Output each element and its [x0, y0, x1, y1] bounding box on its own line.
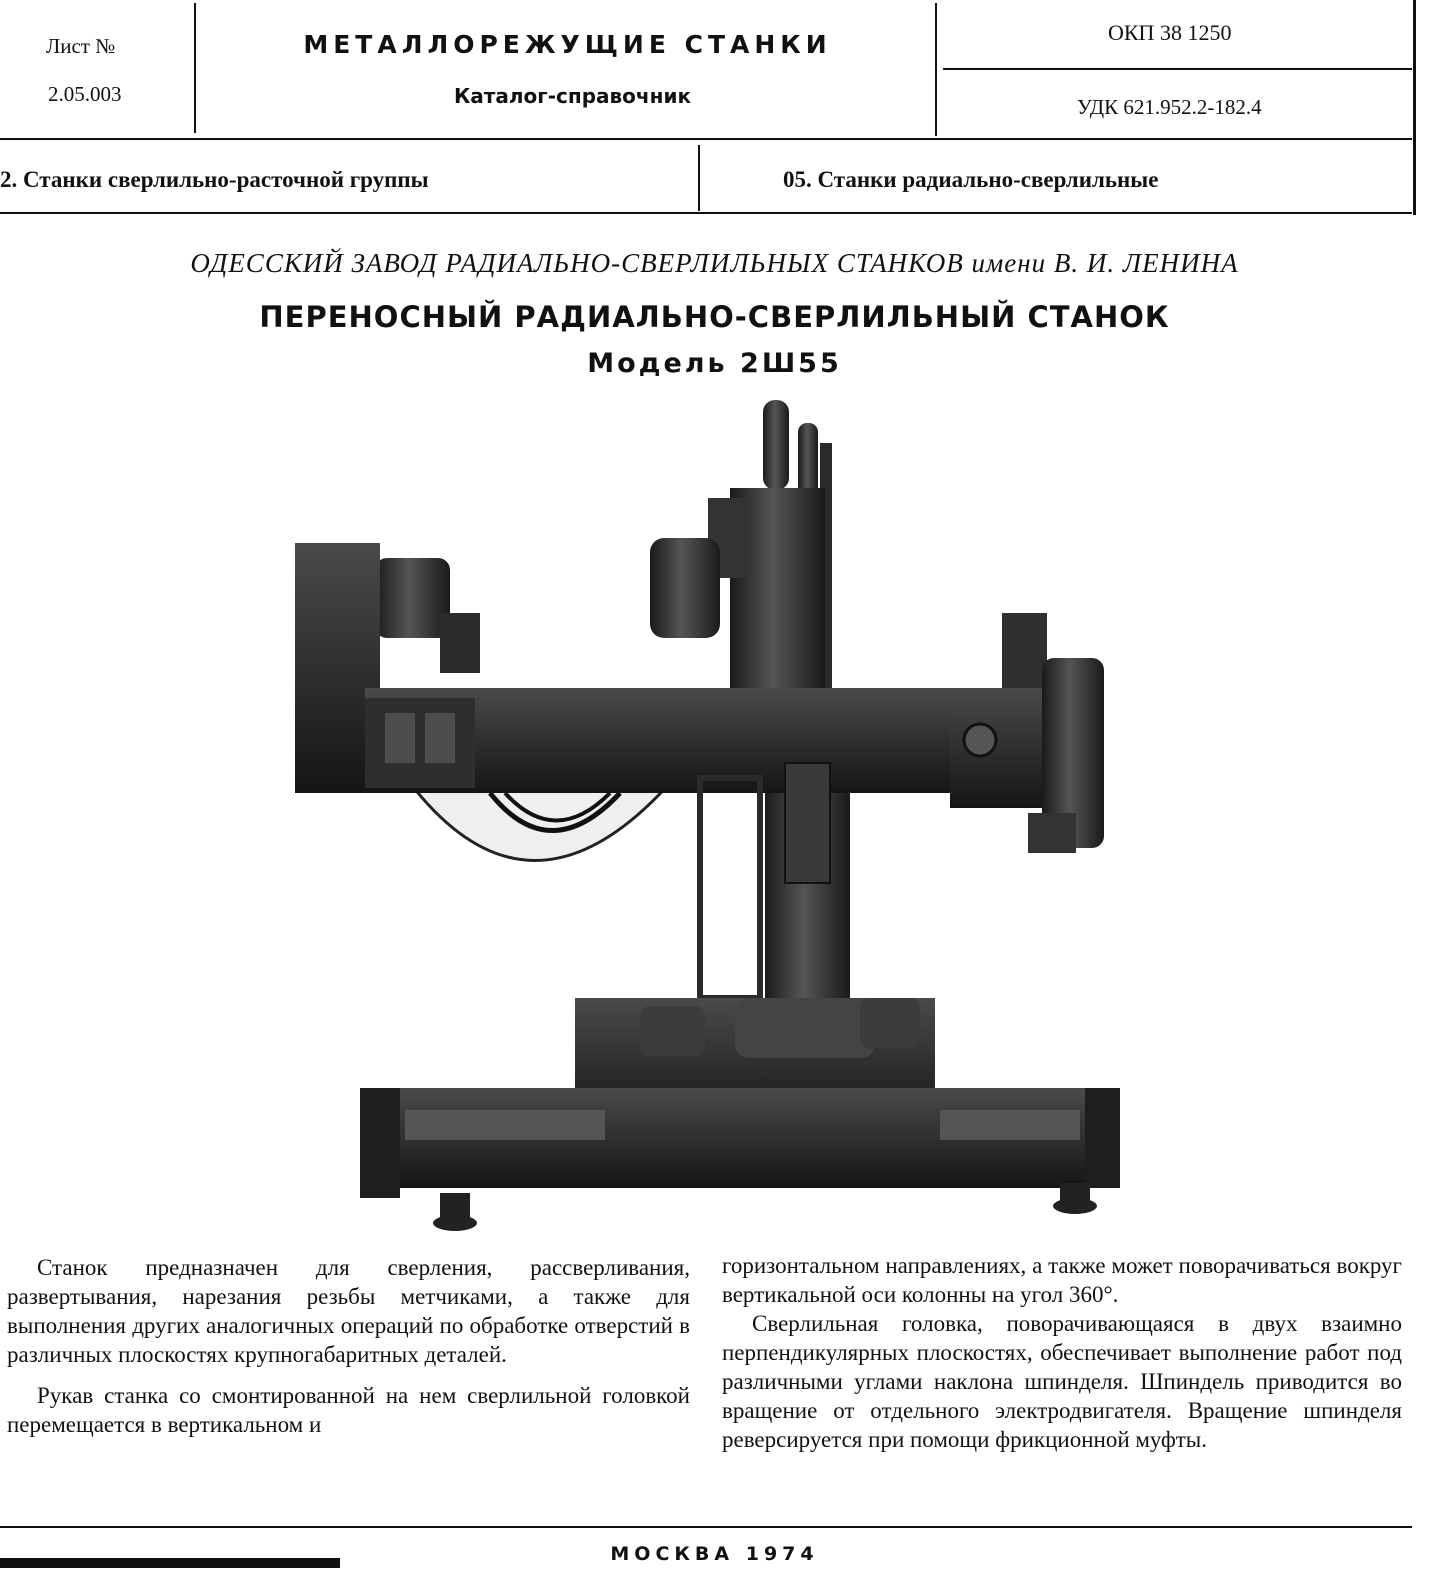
sheet-label: Лист № [46, 34, 116, 58]
footer-rule [0, 1526, 1412, 1528]
paragraph-arm-continued: горизонтальном направлениях, а также может поворачиваться вокруг вертикальной оси колонны на угол 360°. [722, 1253, 1402, 1307]
publication-subtitle: Каталог-справочник [453, 84, 692, 108]
paragraph-arm-start: Рукав станка со смонтированной на нем сверлильной головкой перемещается в вертикальном и [7, 1383, 690, 1437]
model-label: Модель 2Ш55 [587, 348, 842, 379]
udk-code: УДК 621.952.2-182.4 [1077, 95, 1262, 119]
publication-title: МЕТАЛЛОРЕЖУЩИЕ СТАНКИ [303, 30, 832, 59]
paragraph-drill-head: Сверлильная головка, поворачивающаяся в двух взаимно перпендикулярных плоскостях, обеспечивает выполнение работ под различными углами наклона шпинделя. Шпиндель приводится во вращение от отдельного электродвигателя. Вращение шпинделя реверсируется при помощи фрикционной муфты. [722, 1311, 1402, 1452]
classification-divider [698, 145, 700, 211]
header-divider-right [935, 3, 937, 136]
group-heading: 2. Станки сверлильно-расточной группы [0, 167, 429, 192]
header-bottom-rule [0, 138, 1412, 140]
classification-bottom-rule [0, 212, 1412, 214]
sheet-number: 2.05.003 [48, 82, 122, 106]
okp-code: ОКП 38 1250 [1108, 20, 1232, 45]
manufacturer: ОДЕССКИЙ ЗАВОД РАДИАЛЬНО-СВЕРЛИЛЬНЫХ СТАНКОВ имени В. И. ЛЕНИНА [190, 248, 1239, 278]
body-column-right [722, 1251, 1402, 1466]
body-column-left [7, 1253, 690, 1451]
machine-title: ПЕРЕНОСНЫЙ РАДИАЛЬНО-СВЕРЛИЛЬНЫЙ СТАНОК [259, 300, 1170, 334]
page-right-edge [1413, 0, 1416, 215]
header-divider-left [194, 3, 196, 133]
machine-photo [290, 398, 1140, 1243]
paragraph-purpose: Станок предназначен для сверления, рассверливания, развертывания, нарезания резьбы метчиками, а также для выполнения других аналогичных операций по обработке отверстий в различных плоскостях крупногабаритных деталей. [7, 1255, 690, 1367]
subgroup-heading: 05. Станки радиально-сверлильные [783, 167, 1159, 192]
imprint: МОСКВА 1974 [610, 1543, 819, 1565]
okp-udk-divider [943, 68, 1412, 70]
